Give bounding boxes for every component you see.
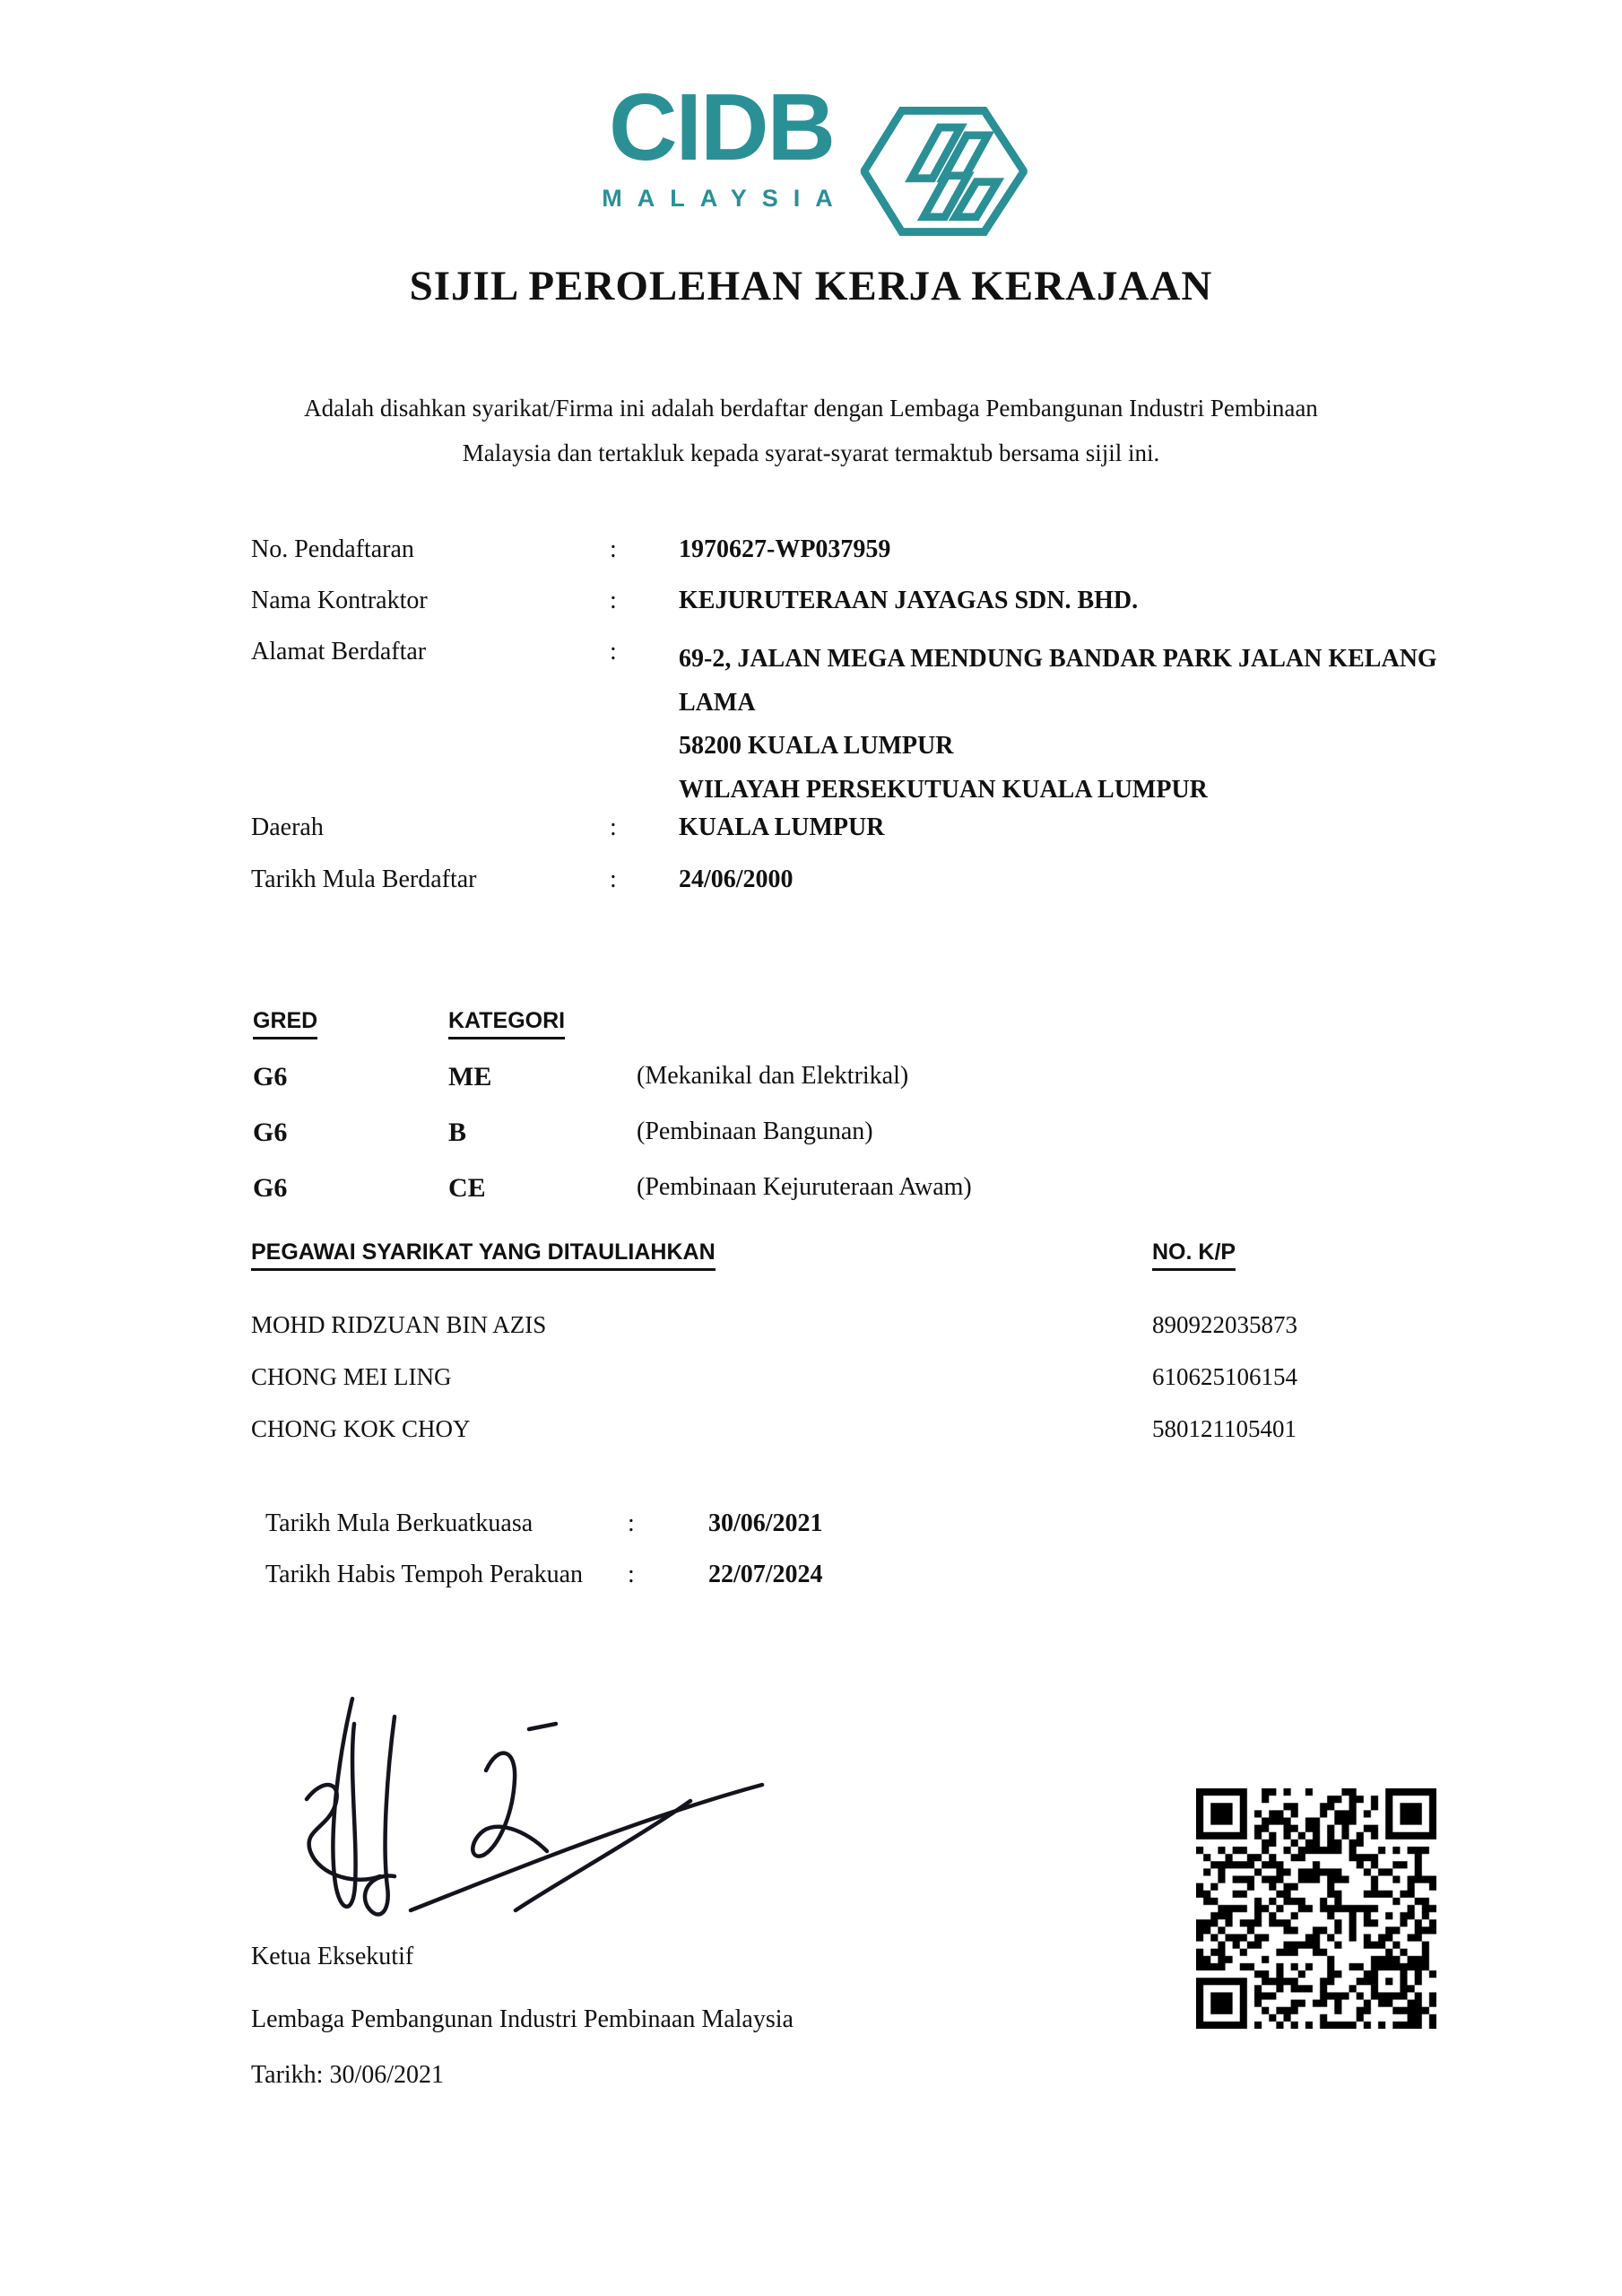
grade-value: G6 [253,1118,288,1147]
detail-label: No. Pendaftaran [251,535,414,563]
detail-separator: : [610,535,617,563]
signature [260,1684,771,1944]
detail-label: Alamat Berdaftar [251,638,427,665]
officer-name: CHONG MEI LING [251,1363,452,1390]
logo-brand-text: CIDB [608,74,835,180]
detail-label: Daerah [251,813,324,841]
detail-separator: : [610,638,617,665]
officer-ic-column-header: NO. K/P [1152,1239,1236,1271]
kategori-column-header: KATEGORI [448,1008,565,1039]
intro-paragraph [0,386,1622,475]
validity-label: Tarikh Habis Tempoh Perakuan [265,1561,584,1588]
certificate-title: SIJIL PEROLEHAN KERJA KERAJAAN [409,263,1213,309]
category-description: (Mekanikal dan Elektrikal) [637,1062,909,1090]
officer-name: CHONG KOK CHOY [251,1415,471,1442]
intro-line-1: Adalah disahkan syarikat/Firma ini adalah berdaftar dengan Lembaga Pembangunan Industri Pembinaan [304,395,1318,422]
gred-column-header: GRED [253,1008,317,1039]
cidb-logo-text [594,74,848,213]
logo-country-text: MALAYSIA [602,185,848,212]
officer-ic-number: 890922035873 [1152,1311,1297,1338]
issuing-organization: Lembaga Pembangunan Industri Pembinaan Malaysia [251,2005,794,2033]
detail-separator: : [610,865,617,893]
detail-value: 24/06/2000 [679,865,794,893]
detail-separator: : [610,587,617,614]
intro-line-2: Malaysia dan tertakluk kepada syarat-syarat termaktub bersama sijil ini. [462,439,1160,466]
detail-label: Nama Kontraktor [251,587,428,614]
officer-name: MOHD RIDZUAN BIN AZIS [251,1311,547,1338]
qr-code [1196,1788,1436,2029]
category-code: ME [448,1062,492,1091]
grade-value: G6 [253,1062,288,1091]
category-description: (Pembinaan Bangunan) [637,1118,873,1145]
officer-ic-number: 580121105401 [1152,1415,1297,1442]
grade-value: G6 [253,1173,288,1203]
officer-ic-number: 610625106154 [1152,1363,1297,1390]
category-code: B [448,1118,467,1147]
address-line-2: LAMA [679,688,756,717]
category-code: CE [448,1173,486,1203]
address-line-1: 69-2, JALAN MEGA MENDUNG BANDAR PARK JALAN KELANG [679,645,1437,673]
validity-value: 30/06/2021 [708,1509,823,1537]
detail-value-address [679,638,1437,812]
validity-separator: : [628,1561,635,1588]
signatory-title: Ketua Eksekutif [251,1943,414,1970]
address-line-4: WILAYAH PERSEKUTUAN KUALA LUMPUR [679,775,1208,804]
issue-date: Tarikh: 30/06/2021 [251,2061,445,2089]
address-line-3: 58200 KUALA LUMPUR [679,732,954,760]
validity-value: 22/07/2024 [708,1561,823,1588]
validity-separator: : [628,1509,635,1537]
detail-value: 1970627-WP037959 [679,535,891,563]
cidb-hexagon-icon [861,104,1028,239]
validity-label: Tarikh Mula Berkuatkuasa [265,1509,533,1537]
detail-value: KUALA LUMPUR [679,813,885,841]
category-description: (Pembinaan Kejuruteraan Awam) [637,1173,972,1201]
cidb-logo [594,74,1028,239]
detail-label: Tarikh Mula Berdaftar [251,865,477,893]
officer-name-column-header: PEGAWAI SYARIKAT YANG DITAULIAHKAN [251,1239,716,1271]
detail-value: KEJURUTERAAN JAYAGAS SDN. BHD. [679,587,1139,614]
detail-separator: : [610,813,617,841]
